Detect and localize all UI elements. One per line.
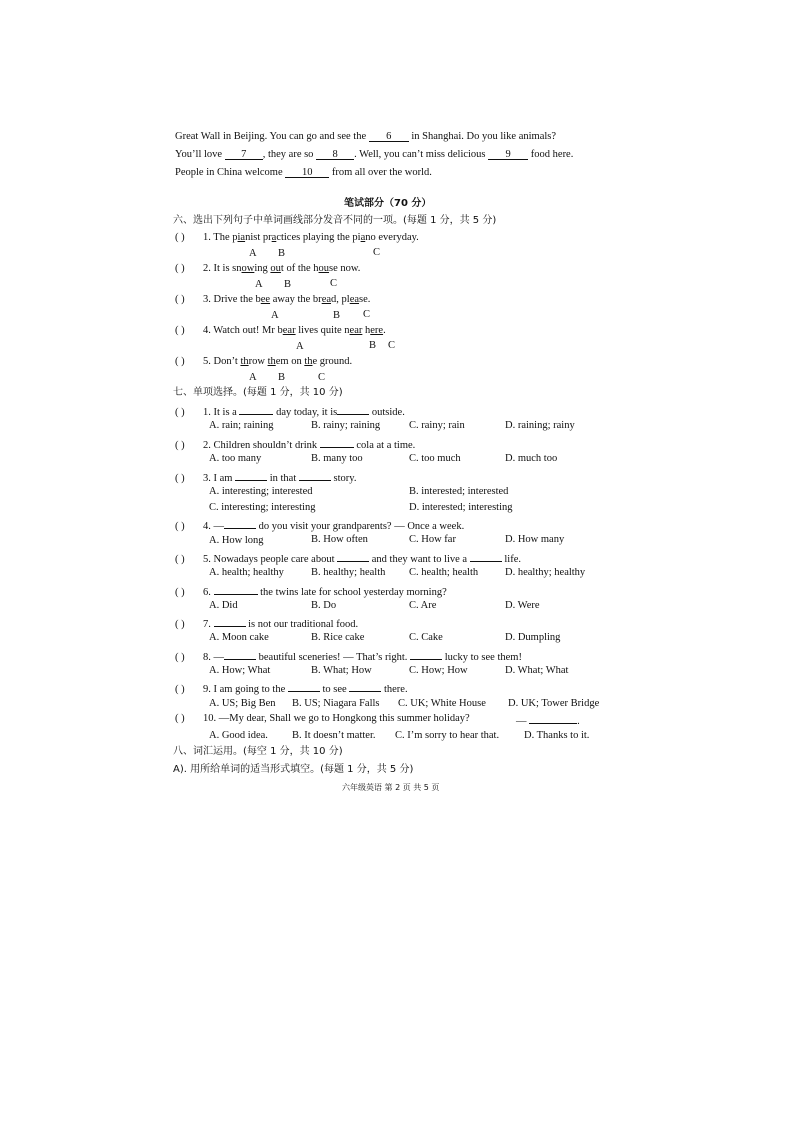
option-a[interactable]: A. US; Big Ben	[209, 698, 276, 709]
label-a: A	[255, 279, 263, 290]
option-d[interactable]: D. UK; Tower Bridge	[508, 698, 600, 709]
label-c: C	[363, 309, 371, 320]
option-b[interactable]: B. Rice cake	[311, 632, 365, 643]
s7-question-4: ( ) 4. — do you visit your grandparents? — Once a week.	[175, 517, 464, 533]
option-a[interactable]: A. How; What	[209, 665, 271, 676]
label-b: B	[284, 279, 292, 290]
s6-question-4: ( ) 4. Watch out! Mr bear lives quite near here.	[175, 325, 386, 336]
s6-question-1: ( ) 1. The pianist practices playing the piano everyday.	[175, 232, 419, 243]
label-b: B	[369, 340, 377, 351]
label-b: B	[278, 248, 286, 259]
written-section-header: 笔试部分（70 分）	[344, 198, 432, 209]
option-a[interactable]: A. too many	[209, 453, 262, 464]
label-c: C	[388, 340, 396, 351]
s7-question-6: ( ) 6. the twins late for school yesterday morning?	[175, 583, 447, 599]
label-b: B	[278, 372, 286, 383]
passage-line-1	[175, 130, 556, 143]
s7-question-8: ( ) 8. — beautiful sceneries! — That’s right. lucky to see them!	[175, 648, 522, 664]
section-8-subtitle: A). 用所给单词的适当形式填空。(每题 1 分，共 5 分)	[173, 764, 414, 775]
section-6-title: 六、选出下列句子中单词画线部分发音不同的一项。(每题 1 分，共 5 分)	[173, 215, 497, 226]
option-a[interactable]: A. How long	[209, 535, 264, 546]
option-a[interactable]: A. Moon cake	[209, 632, 269, 643]
section-7-title: 七、单项选择。(每题 1 分，共 10 分)	[173, 387, 343, 398]
blank-8[interactable]: 8	[316, 148, 354, 160]
passage-text: in Shanghai. Do you like animals?	[411, 131, 557, 142]
option-d[interactable]: D. What; What	[505, 665, 569, 676]
answer-paren[interactable]: ( )	[175, 587, 185, 598]
option-b[interactable]: B. interested; interested	[409, 486, 509, 497]
option-d[interactable]: D. How many	[505, 534, 565, 545]
label-a: A	[249, 372, 257, 383]
answer-paren[interactable]: ( )	[175, 652, 185, 663]
answer-paren[interactable]: ( )	[175, 263, 185, 274]
label-c: C	[373, 247, 381, 258]
answer-paren[interactable]: ( )	[175, 294, 185, 305]
answer-paren[interactable]: ( )	[175, 554, 185, 565]
answer-paren[interactable]: ( )	[175, 356, 185, 367]
option-b[interactable]: B. US; Niagara Falls	[292, 698, 380, 709]
option-c[interactable]: C. rainy; rain	[409, 420, 465, 431]
label-b: B	[333, 310, 341, 321]
option-a[interactable]: A. health; healthy	[209, 567, 284, 578]
s7-q10-reply: — .	[516, 712, 580, 728]
option-c[interactable]: C. too much	[409, 453, 461, 464]
option-c[interactable]: C. UK; White House	[398, 698, 486, 709]
s6-question-5: ( ) 5. Don’t throw them on the ground.	[175, 356, 353, 367]
option-c[interactable]: C. Are	[409, 600, 437, 611]
option-d[interactable]: D. raining; rainy	[505, 420, 575, 431]
s6-question-3: ( ) 3. Drive the bee away the bread, please.	[175, 294, 371, 305]
s7-question-7: ( ) 7. is not our traditional food.	[175, 615, 358, 631]
passage-text: . Well, you can’t miss delicious	[354, 149, 486, 160]
passage-text: from all over the world.	[331, 167, 432, 178]
answer-paren[interactable]: ( )	[175, 232, 185, 243]
label-a: A	[271, 310, 279, 321]
s7-question-9: ( ) 9. I am going to the to see there.	[175, 680, 408, 696]
option-d[interactable]: D. Were	[505, 600, 540, 611]
passage-text: food here.	[530, 149, 574, 160]
s7-question-10: ( ) 10. —My dear, Shall we go to Hongkong this summer holiday?	[175, 713, 470, 724]
option-c[interactable]: C. How; How	[409, 665, 468, 676]
option-c[interactable]: C. Cake	[409, 632, 443, 643]
s7-question-3: ( ) 3. I am in that story.	[175, 469, 356, 485]
option-b[interactable]: B. It doesn’t matter.	[292, 730, 376, 741]
answer-paren[interactable]: ( )	[175, 713, 185, 724]
option-a[interactable]: A. rain; raining	[209, 420, 274, 431]
s7-question-1: ( ) 1. It is a day today, it is outside.	[175, 403, 405, 419]
option-d[interactable]: D. Thanks to it.	[524, 730, 590, 741]
blank-6[interactable]: 6	[369, 130, 409, 142]
s7-question-2: ( ) 2. Children shouldn’t drink cola at a time.	[175, 436, 415, 452]
section-8-title: 八、词汇运用。(每空 1 分，共 10 分)	[173, 746, 343, 757]
answer-paren[interactable]: ( )	[175, 325, 185, 336]
answer-paren[interactable]: ( )	[175, 407, 185, 418]
option-d[interactable]: D. healthy; healthy	[505, 567, 586, 578]
s6-question-2: ( ) 2. It is snowing out of the house now.	[175, 263, 361, 274]
passage-text: People in China welcome	[175, 167, 283, 178]
option-c[interactable]: C. health; health	[409, 567, 479, 578]
label-a: A	[249, 248, 257, 259]
option-b[interactable]: B. How often	[311, 534, 368, 545]
page-footer: 六年级英语 第 2 页 共 5 页	[342, 783, 440, 792]
option-b[interactable]: B. What; How	[311, 665, 372, 676]
answer-paren[interactable]: ( )	[175, 619, 185, 630]
option-d[interactable]: D. Dumpling	[505, 632, 561, 643]
label-c: C	[330, 278, 338, 289]
option-c[interactable]: C. interesting; interesting	[209, 502, 316, 513]
answer-paren[interactable]: ( )	[175, 440, 185, 451]
passage-line-3	[175, 166, 432, 179]
label-a: A	[296, 341, 304, 352]
s7-question-5: ( ) 5. Nowadays people care about and they want to live a life.	[175, 550, 521, 566]
option-a[interactable]: A. Good idea.	[209, 730, 268, 741]
option-b[interactable]: B. Do	[311, 600, 337, 611]
answer-paren[interactable]: ( )	[175, 473, 185, 484]
answer-paren[interactable]: ( )	[175, 521, 185, 532]
option-b[interactable]: B. healthy; health	[311, 567, 386, 578]
option-b[interactable]: B. rainy; raining	[311, 420, 381, 431]
passage-line-2	[175, 148, 573, 161]
option-d[interactable]: D. much too	[505, 453, 558, 464]
blank-7[interactable]: 7	[225, 148, 263, 160]
passage-text: Great Wall in Beijing. You can go and see the	[175, 131, 367, 142]
blank-10[interactable]: 10	[285, 166, 329, 178]
answer-paren[interactable]: ( )	[175, 684, 185, 695]
option-c[interactable]: C. How far	[409, 534, 456, 545]
option-d[interactable]: D. interested; interesting	[409, 502, 513, 513]
label-c: C	[318, 372, 326, 383]
option-a[interactable]: A. interesting; interested	[209, 486, 313, 497]
option-c[interactable]: C. I’m sorry to hear that.	[395, 730, 500, 741]
option-b[interactable]: B. many too	[311, 453, 363, 464]
option-a[interactable]: A. Did	[209, 600, 238, 611]
passage-text: , they are so	[262, 149, 314, 160]
passage-text: You’ll love	[175, 149, 223, 160]
blank-9[interactable]: 9	[488, 148, 528, 160]
